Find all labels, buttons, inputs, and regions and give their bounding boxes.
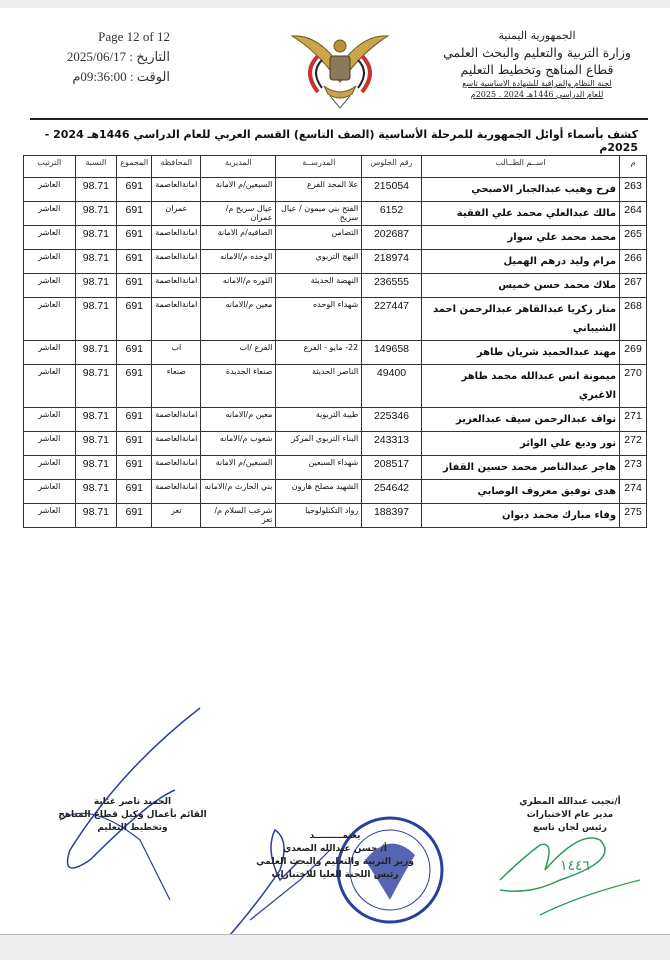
table-cell: 691 [117, 480, 152, 504]
handwritten-date: ١٤٤٦ [560, 858, 591, 874]
table-cell: رواد التكنلولوجيا [276, 504, 362, 528]
left-signature-stroke [68, 708, 201, 868]
table-cell: 98.71 [75, 456, 117, 480]
table-cell: نواف عبدالرحمن سيف عبدالعزيز [421, 408, 619, 432]
table-cell: عمران [152, 202, 201, 226]
table-cell: بني الحارث م/الامانه [201, 480, 276, 504]
table-cell: 98.71 [75, 226, 117, 250]
signer-title: وتخطيط التعليم [97, 823, 168, 833]
signature-block-left [50, 796, 215, 835]
table-cell: 98.71 [75, 341, 117, 365]
table-cell: صنعاء الجديدة [201, 365, 276, 408]
table-cell: شعوب م/الامانه [201, 432, 276, 456]
table-cell: فرح وهيب عبدالجبار الاصبحي [421, 178, 619, 202]
table-cell: الثوره م/الامانه [201, 274, 276, 298]
table-cell: الناصر الحديثة [276, 365, 362, 408]
table-cell: 98.71 [75, 298, 117, 341]
column-header: المدرســة [276, 156, 362, 178]
table-cell: 254642 [362, 480, 422, 504]
table-cell: العاشر [24, 341, 76, 365]
table-cell: 691 [117, 456, 152, 480]
table-cell: العاشر [24, 202, 76, 226]
org-line: للعام الدراسي 1446هـ 2024 . 2025م [470, 90, 604, 99]
print-date: التاريخ : 2025/06/17 [66, 49, 170, 64]
table-cell: مرام وليد درهم الهميل [421, 250, 619, 274]
table-cell: السبعين/م الامانة [201, 178, 276, 202]
table-cell: امانةالعاصمة [152, 432, 201, 456]
print-time: الوقت : 09:36:00م [72, 69, 170, 84]
table-cell: 691 [117, 341, 152, 365]
table-cell: امانةالعاصمة [152, 250, 201, 274]
table-cell: 98.71 [75, 202, 117, 226]
table-cell: 275 [620, 504, 647, 528]
table-cell: 691 [117, 504, 152, 528]
table-cell: نور وديع علي الواثر [421, 432, 619, 456]
table-cell: العاشر [24, 178, 76, 202]
table-cell: 98.71 [75, 504, 117, 528]
table-cell: 273 [620, 456, 647, 480]
signer-name: أ/ حسن عبدالله الصعدي [283, 844, 387, 854]
column-header: م [620, 156, 647, 178]
table-cell: 266 [620, 250, 647, 274]
table-cell: 98.71 [75, 365, 117, 408]
table-cell: وفاء مبارك محمد دبوان [421, 504, 619, 528]
table-cell: العاشر [24, 298, 76, 341]
table-cell: النهضة الحديثة [276, 274, 362, 298]
table-cell: العاشر [24, 226, 76, 250]
table-cell: امانةالعاصمة [152, 178, 201, 202]
table-cell: النهج التربوي [276, 250, 362, 274]
table-cell: الصافيه/م الامانة [201, 226, 276, 250]
table-cell: 272 [620, 432, 647, 456]
table-cell: مالك عبدالعلي محمد علي الفقية [421, 202, 619, 226]
table-cell: معين م/الامانه [201, 298, 276, 341]
table-cell: ملاك محمد حسن خميس [421, 274, 619, 298]
table-cell: 149658 [362, 341, 422, 365]
table-cell: 263 [620, 178, 647, 202]
table-cell: العاشر [24, 365, 76, 408]
table-cell: امانةالعاصمة [152, 480, 201, 504]
table-cell: ميمونة انس عبدالله محمد طاهر الاغبري [421, 365, 619, 408]
table-cell: شهداء السبعين [276, 456, 362, 480]
signer-title: مدير عام الاختبارات [526, 810, 614, 820]
table-cell: 98.71 [75, 250, 117, 274]
table-cell: 22- مايو - الفرع [276, 341, 362, 365]
table-cell: 691 [117, 298, 152, 341]
signer-name: الحميد ناصر غثاية [93, 797, 172, 807]
signer-title: رئيس اللجنة العليا للاختبارات [271, 870, 399, 880]
table-cell: 271 [620, 408, 647, 432]
table-cell: 691 [117, 202, 152, 226]
table-cell: الفتح بني ميمون / عيال سريح [276, 202, 362, 226]
table-cell: 208517 [362, 456, 422, 480]
table-cell: معين م/الامانه [201, 408, 276, 432]
table-cell: 691 [117, 432, 152, 456]
bottom-band [0, 934, 670, 960]
table-cell: امانةالعاصمة [152, 274, 201, 298]
org-line: قطاع المناهج وتخطيط التعليم [460, 62, 614, 77]
table-cell: 98.71 [75, 480, 117, 504]
table-cell: امانةالعاصمة [152, 456, 201, 480]
table-cell: 225346 [362, 408, 422, 432]
signature-block-right [510, 796, 630, 835]
table-cell: 98.71 [75, 432, 117, 456]
table-cell: 691 [117, 226, 152, 250]
signer-title: رئيس لجان تاسع [533, 823, 607, 833]
org-line: الجمهورية اليمنية [498, 29, 576, 42]
table-cell: العاشر [24, 480, 76, 504]
table-cell: علا المجد الفرع [276, 178, 362, 202]
table-cell: العاشر [24, 432, 76, 456]
signature-block-middle [220, 830, 450, 882]
table-cell: العاشر [24, 274, 76, 298]
column-header: المحافظة [152, 156, 201, 178]
table-cell: 265 [620, 226, 647, 250]
table-cell: 6152 [362, 202, 422, 226]
table-cell: 274 [620, 480, 647, 504]
table-cell: الشهيد مصلح هارون [276, 480, 362, 504]
table-cell: العاشر [24, 250, 76, 274]
table-cell: 691 [117, 250, 152, 274]
column-header: المجموع [117, 156, 152, 178]
table-cell: صنعاء [152, 365, 201, 408]
table-cell: 264 [620, 202, 647, 226]
table-cell: 202687 [362, 226, 422, 250]
table-cell: الفرع /اب [201, 341, 276, 365]
table-cell: شرعب السلام م/تعز [201, 504, 276, 528]
table-cell: 218974 [362, 250, 422, 274]
table-cell: امانةالعاصمة [152, 298, 201, 341]
signer-title: القائم بأعمال وكيل قطاع المناهج [58, 810, 207, 820]
table-cell: 270 [620, 365, 647, 408]
page-number: Page 12 of 12 [98, 29, 170, 44]
table-cell: التضامن [276, 226, 362, 250]
table-cell: هاجر عبدالناصر محمد حسين القفاز [421, 456, 619, 480]
org-line: لجنة النظام والمراقبة للشهادة الاساسية تاسع [462, 79, 612, 88]
table-cell: 268 [620, 298, 647, 341]
table-cell: 215054 [362, 178, 422, 202]
table-cell: 236555 [362, 274, 422, 298]
table-cell: شهداء الوحده [276, 298, 362, 341]
table-cell: البناء التربوي المركز [276, 432, 362, 456]
table-cell: 98.71 [75, 408, 117, 432]
table-cell: 49400 [362, 365, 422, 408]
table-cell: اب [152, 341, 201, 365]
table-cell: مهند عبدالحميد شريان طاهر [421, 341, 619, 365]
table-cell: 98.71 [75, 178, 117, 202]
table-cell: 243313 [362, 432, 422, 456]
table-cell: الوحده م/الامانه [201, 250, 276, 274]
table-cell: طيبة التربوية [276, 408, 362, 432]
org-line: وزارة التربية والتعليم والبحث العلمي [443, 45, 631, 60]
table-cell: امانةالعاصمة [152, 408, 201, 432]
table-cell: العاشر [24, 504, 76, 528]
table-cell: 691 [117, 178, 152, 202]
approval-label: يعتمـــــــــد [309, 831, 361, 841]
table-cell: العاشر [24, 456, 76, 480]
table-cell: امانةالعاصمة [152, 226, 201, 250]
table-cell: 691 [117, 408, 152, 432]
table-cell: 227447 [362, 298, 422, 341]
table-cell: محمد محمد علي سوار [421, 226, 619, 250]
table-cell: 691 [117, 274, 152, 298]
table-cell: 267 [620, 274, 647, 298]
table-cell: 188397 [362, 504, 422, 528]
table-cell: 98.71 [75, 274, 117, 298]
column-header: الترتيب [24, 156, 76, 178]
table-cell: تعز [152, 504, 201, 528]
column-header: المديرية [201, 156, 276, 178]
column-header: اســم الطــالب [421, 156, 619, 178]
table-cell: السبعين/م الامانة [201, 456, 276, 480]
signer-name: أ/نجيب عبدالله المطري [519, 797, 621, 807]
column-header: رقم الجلوس [362, 156, 422, 178]
table-cell: منار زكريا عبدالقاهر عبدالرحمن احمد الشيباني [421, 298, 619, 341]
table-cell: هدى توفيق معروف الوصابي [421, 480, 619, 504]
column-header: النسبة [75, 156, 117, 178]
signer-title: وزير التربية والتعليم والبحث العلمي [256, 857, 414, 867]
table-cell: العاشر [24, 408, 76, 432]
table-cell: عيال سريح م/عمران [201, 202, 276, 226]
table-cell: 269 [620, 341, 647, 365]
table-cell: 691 [117, 365, 152, 408]
document-title: كشف بأسماء أوائل الجمهورية للمرحلة الأساسية (الصف التاسع) القسم العربي للعام الدراسي 1446هـ 2024 - 2025م [44, 128, 638, 154]
